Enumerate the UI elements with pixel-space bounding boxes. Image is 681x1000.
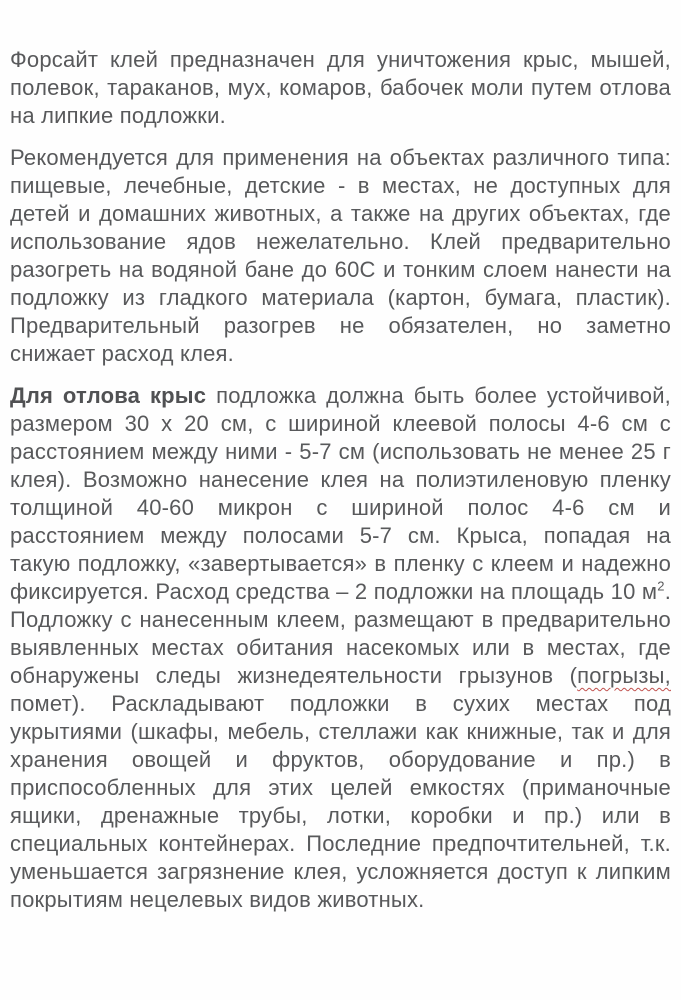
paragraph-product-purpose: Форсайт клей предназначен для уничтожения крыс, мышей, полевок, тараканов, мух, комаров, бабочек моли путем отлова на липкие подложки. <box>10 47 671 128</box>
bold-lead-text: Для отлова крыс <box>10 383 207 408</box>
misspelled-word: погрызы, <box>577 663 671 688</box>
paragraph-rat-catching-instructions <box>10 382 671 914</box>
body-text-run-3: помет). Раскладывают подложки в сухих местах под укрытиями (шкафы, мебель, стеллажи как книжные, так и для хранения овощей и фруктов, оборудование и пр.) в приспособленных для этих целей емкостях (приманочные ящики, дренажные трубы, лотки, коробки и пр.) или в специальных контейнерах. Последние предпочтительней, т.к. уменьшается загрязнение клея, усложняется доступ к липким покрытиям нецелевых видов животных. <box>10 691 671 912</box>
square-meter-superscript: 2 <box>657 578 665 594</box>
body-text-run-1: подложка должна быть более устойчивой, размером 30 х 20 см, с шириной клеевой полосы 4-6 см с расстоянием между ними - 5-7 см (использовать не менее 25 г клея). Возможно нанесение клея на полиэтиленовую пленку толщиной 40-60 микрон с шириной полос 4-6 см и расстоянием между полосами 5-7 см. Крыса, попадая на такую подложку, «завертывается» в пленку с клеем и надежно фиксируется. Расход средства – 2 подложки на площадь 10 м <box>10 383 671 604</box>
body-text-run-2: . Подложку с нанесенным клеем, размещают в предварительно выявленных местах обитания насекомых или в местах, где обнаружены следы жизнедеятельности грызунов ( <box>10 579 671 688</box>
paragraph-usage-recommendations: Рекомендуется для применения на объектах различного типа: пищевые, лечебные, детские - в местах, не доступных для детей и домашних животных, а также на других объектах, где использование ядов нежелательно. Клей предварительно разогреть на водяной бане до 60С и тонким слоем нанести на подложку из гладкого материала (картон, бумага, пластик). Предварительный разогрев не обязателен, но заметно снижает расход клея. <box>10 145 671 366</box>
